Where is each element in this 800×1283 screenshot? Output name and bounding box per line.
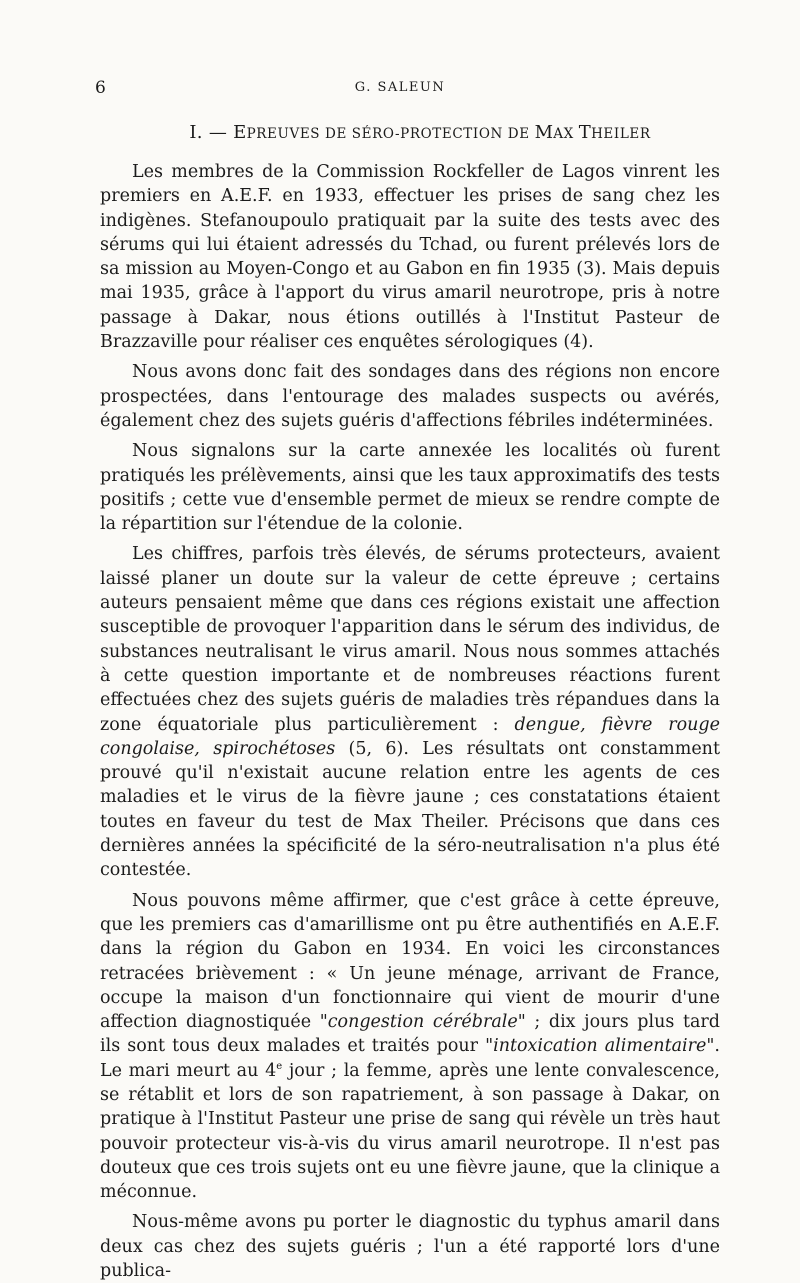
paragraph-4 — [100, 542, 720, 882]
paragraph-3: Nous signalons sur la carte annexée les localités où furent pratiqués les prélèvements, ainsi que les taux approximatifs des tests positifs ; cette vue d'ensemble permet de mieux se rendre compte de la répartition sur l'étendue de la colonie. — [100, 441, 720, 535]
paragraph-5-superscript: e — [276, 1060, 283, 1072]
section-title-smallcaps: PREUVES DE SÉRO-PROTECTION DE — [246, 126, 535, 142]
page-number: 6 — [95, 78, 106, 98]
running-head: G. SALEUN — [354, 80, 446, 95]
paragraph-2: Nous avons donc fait des sondages dans des régions non encore prospectées, dans l'entourage des malades suspects ou avérés, également chez des sujets guéris d'affections fébriles indéterminées. — [100, 362, 720, 431]
paragraph-6: Nous-même avons pu porter le diagnostic du typhus amaril dans deux cas chez des sujets guéris ; l'un a été rapporté lors d'une publica- — [100, 1212, 720, 1282]
name-first-initial: M — [534, 122, 554, 143]
name-last-rest: HEILER — [591, 126, 651, 142]
paragraph-1: Les membres de la Commission Rockfeller de Lagos vinrent les premiers en A.E.F. en 1933, effectuer les prises de sang chez les indigènes. Stefanoupoulo pratiquait par la suite des tests avec des sérums qui lui étaient adressés du Tchad, ou furent prélevés lors de sa mission au Moyen-Congo et au Gabon en fin 1935 (3). Mais depuis mai 1935, grâce à l'apport du virus amaril neurotrope, pris à notre passage à Dakar, nous étions outillés à l'Institut Pasteur de Brazzaville pour réaliser ces enquêtes sérologiques (4). — [100, 162, 720, 353]
paragraph-5 — [100, 889, 720, 1205]
paragraph-4-text-a: Les chiffres, parfois très élevés, de sérums protecteurs, avaient laissé planer un doute sur la valeur de cette épreuve ; certains auteurs pensaient même que dans ces régions existait une affection susceptible de provoquer l'apparition dans le sérum des individus, de substances neutralisant le virus amaril. Nous nous sommes attachés à cette question importante et de nombreuses réactions furent effectuées chez des sujets guéris de maladies très répandues dans la zone équatoriale plus particulièrement : — [100, 544, 720, 735]
body-text — [100, 160, 720, 1283]
page-header — [0, 78, 800, 102]
name-last-initial: T — [578, 122, 592, 143]
section-numeral: I. — E — [189, 122, 247, 143]
paragraph-5-text-b: ; dix jours plus tard ils sont tous deux malades et traités pour — [100, 1012, 720, 1057]
paragraph-4-italic: dengue, fièvre rouge congolaise, spirochétoses — [100, 714, 720, 759]
paragraph-5-italic-1: "congestion cérébrale" — [319, 1012, 526, 1033]
section-title — [100, 122, 740, 143]
paragraph-5-text-a: Nous pouvons même affirmer, que c'est grâce à cette épreuve, que les premiers cas d'amarillisme ont pu être authentifiés en A.E.F. dans la région du Gabon en 1934. En voici les circonstances retracées brièvement : « Un jeune ménage, arrivant de France, occupe la maison d'un fonctionnaire qui vient de mourir d'une affection diagnostiquée — [100, 890, 720, 1033]
paragraph-4-text-b: (5, 6). Les résultats ont constamment prouvé qu'il n'existait aucune relation entre les agents de ces maladies et le virus de la fièvre jaune ; ces constatations étaient toutes en faveur du test de Max Theiler. Précisons que dans ces dernières années la spécificité de la séro-neutralisation n'a plus été contestée. — [100, 738, 720, 881]
paragraph-5-text-d: jour ; la femme, après une lente convalescence, se rétablit et lors de son rapatriement, à son passage à Dakar, on pratique à l'Institut Pasteur une prise de sang qui révèle un très haut pouvoir protecteur vis-à-vis du virus amaril neurotrope. Il n'est pas douteux que ces trois sujets ont eu une fièvre jaune, que la clinique a méconnue. — [100, 1060, 720, 1203]
paragraph-5-text-c: . Le mari meurt au 4 — [100, 1036, 720, 1081]
name-first-rest: AX — [553, 126, 579, 142]
paragraph-5-italic-2: "intoxication alimentaire" — [485, 1036, 715, 1057]
